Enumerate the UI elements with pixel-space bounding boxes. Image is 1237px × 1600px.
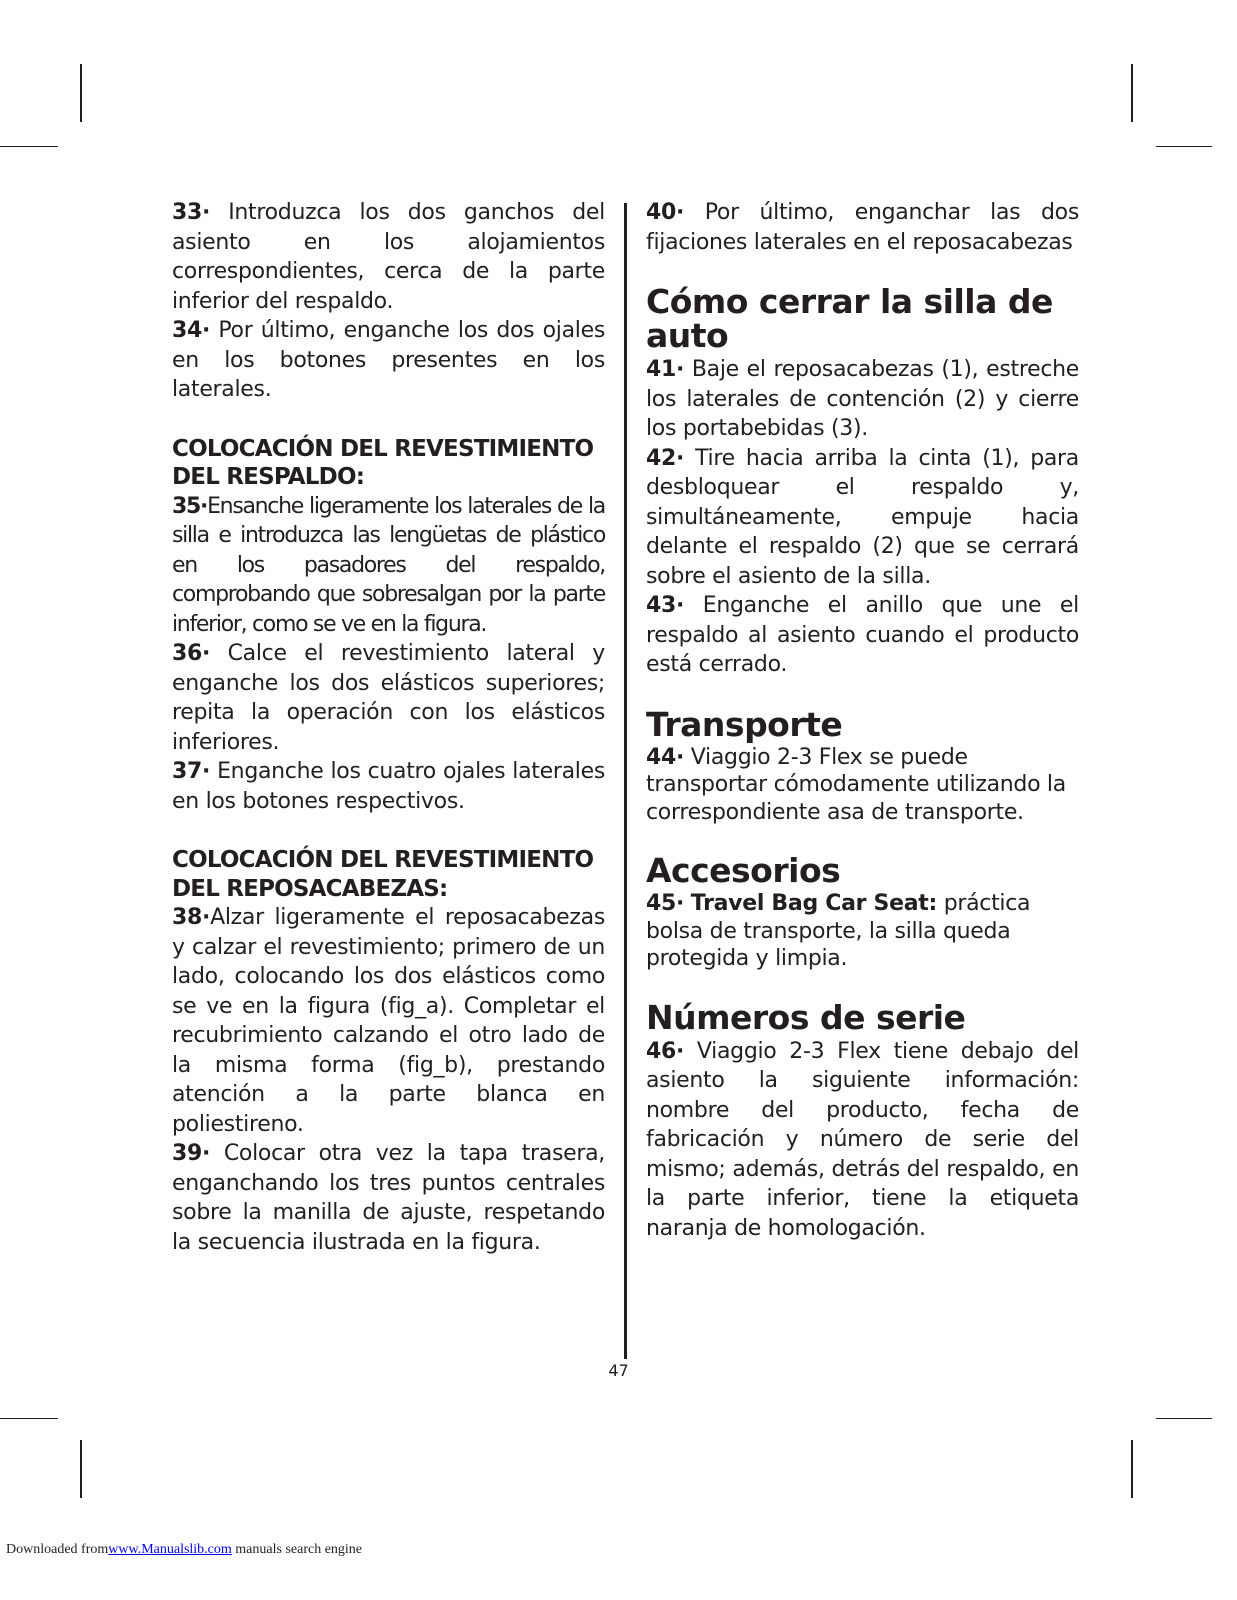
step-39: 39· Colocar otra vez la tapa trasera, enganchando los tres puntos centrales sobre la manilla de ajuste, respetando la secuencia ilustrada en la figura. (172, 1141, 605, 1255)
step-45: 45· Travel Bag Car Seat: práctica bolsa de transporte, la silla queda protegida y limpia. (646, 891, 1031, 971)
step-36: 36· Calce el revestimiento lateral y enganche los dos elásticos superiores; repita la operación con los elásticos inferiores. (172, 641, 605, 755)
step-41: 41· Baje el reposacabezas (1), estreche los laterales de contención (2) y cierre los portabebidas (3). (646, 357, 1079, 441)
crop-mark (80, 1440, 82, 1498)
heading-close-seat: Cómo cerrar la silla de auto (646, 282, 1053, 355)
step-40: 40· Por último, enganchar las dos fijaciones laterales en el reposacabezas (646, 200, 1079, 255)
step-38: 38·Alzar ligeramente el reposacabezas y calzar el revestimiento; primero de un lado, colocando los dos elásticos como se ve en la figura (fig_a). Completar el recubrimiento calzando el otro lado de la misma forma (fig_b), prestando atención a la parte blanca en poliestireno. (172, 905, 605, 1137)
crop-mark (80, 64, 82, 122)
crop-mark (1131, 1440, 1133, 1498)
step-44: 44· Viaggio 2-3 Flex se puede transportar cómodamente utilizando la correspondiente asa de transporte. (646, 744, 1066, 825)
footer-suffix: manuals search engine (235, 1542, 363, 1557)
crop-mark (0, 1418, 58, 1419)
crop-mark (1156, 1418, 1212, 1419)
step-37: 37· Enganche los cuatro ojales laterales en los botones respectivos. (172, 759, 605, 814)
crop-mark (0, 146, 58, 147)
crop-mark (1131, 64, 1133, 122)
heading-backrest-cover: COLOCACIÓN DEL REVESTIMIENTO DEL RESPALDO: (172, 435, 594, 490)
crop-mark (1156, 146, 1212, 147)
step-46: 46· Viaggio 2-3 Flex tiene debajo del asiento la siguiente información: nombre del producto, fecha de fabricación y número de serie del mismo; además, detrás del respaldo, en la parte inferior, tiene la etiqueta naranja de homologación. (646, 1038, 1079, 1241)
left-column (172, 198, 605, 1257)
page-number: 47 (608, 1361, 629, 1380)
heading-serial-numbers: Números de serie (646, 997, 966, 1037)
step-43: 43· Enganche el anillo que une el respaldo al asiento cuando el producto está cerrado. (646, 593, 1079, 677)
heading-transport: Transporte (646, 704, 843, 744)
heading-headrest-cover: COLOCACIÓN DEL REVESTIMIENTO DEL REPOSACABEZAS: (172, 847, 594, 902)
step-33: 33· Introduzca los dos ganchos del asiento en los alojamientos correspondientes, cerca de la parte inferior del respaldo. (172, 200, 605, 314)
download-footer (6, 1542, 362, 1558)
step-42: 42· Tire hacia arriba la cinta (1), para desbloquear el respaldo y, simultáneamente, empuje hacia delante el respaldo (2) que se cerrará sobre el asiento de la silla. (646, 445, 1079, 589)
right-column (646, 198, 1079, 1243)
step-34: 34· Por último, enganche los dos ojales en los botones presentes en los laterales. (172, 318, 605, 402)
column-divider (624, 203, 627, 1359)
step-35: 35·Ensanche ligeramente los laterales de la silla e introduzca las lengüetas de plástico en los pasadores del respaldo, comprobando que sobresalgan por la parte inferior, como se ve en la figura. (172, 493, 605, 637)
footer-prefix: Downloaded from (6, 1542, 109, 1557)
heading-accessories: Accesorios (646, 851, 841, 890)
manualslib-link[interactable]: www.Manualslib.com (108, 1542, 232, 1557)
